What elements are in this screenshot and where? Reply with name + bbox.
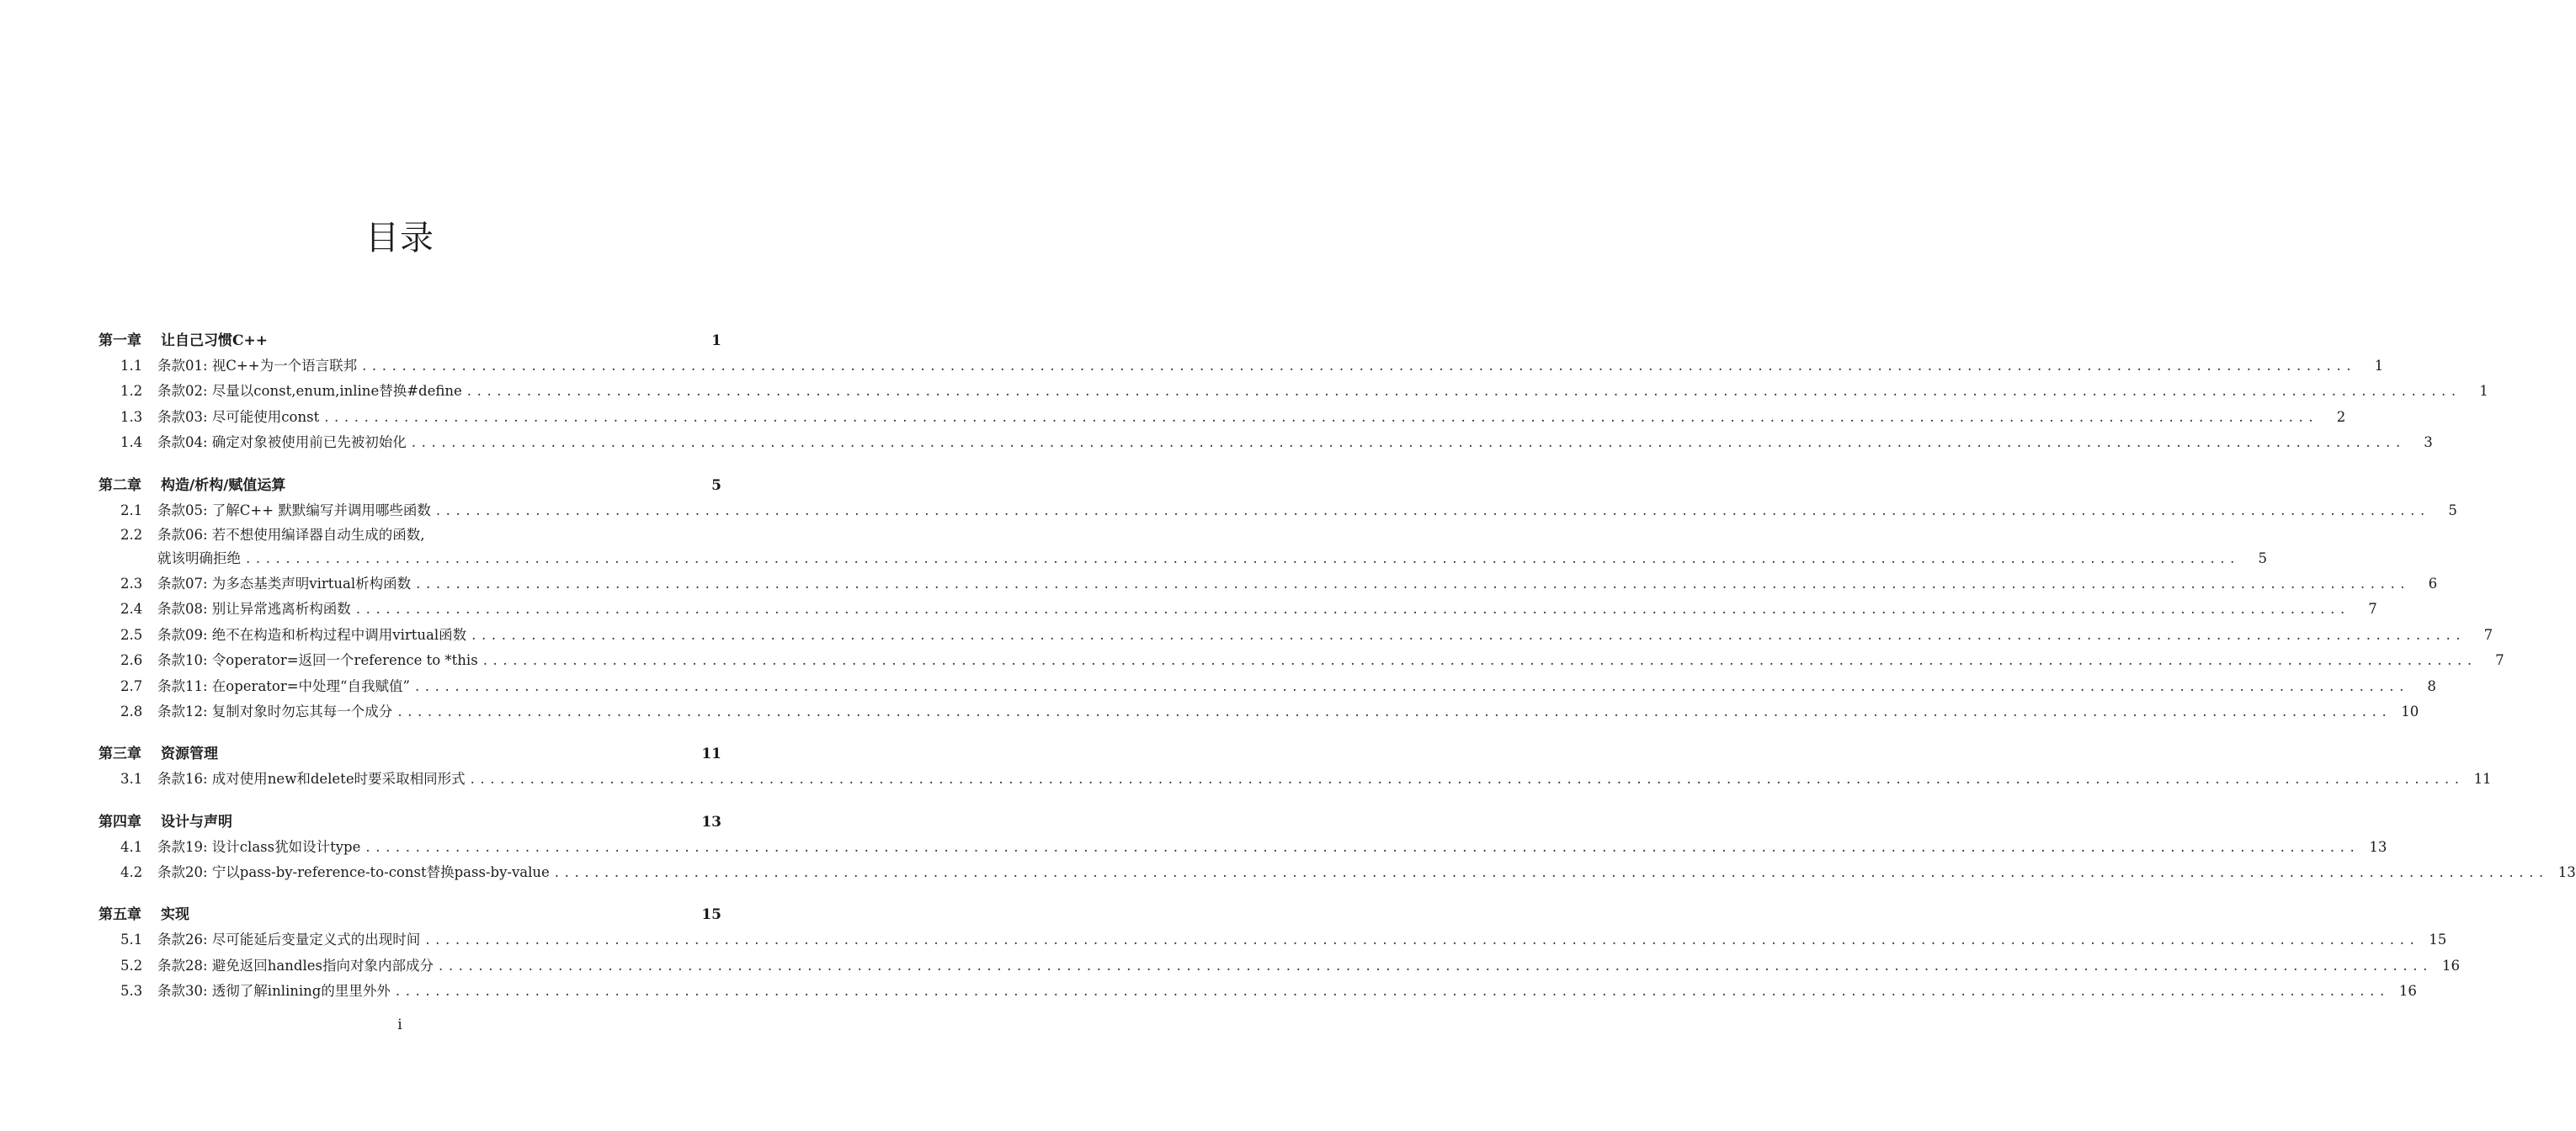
- section-page-number: 5: [2448, 502, 2457, 518]
- toc-entry[interactable]: [98, 648, 2504, 673]
- dot-leader: ........................................................................................................................................................................................................: [438, 957, 2433, 974]
- toc-chapter: [98, 902, 2460, 1004]
- dot-leader: ........................................................................................................................................................................................................: [355, 601, 2350, 618]
- section-number: 2.3: [120, 575, 143, 592]
- section-page-number: 13: [2557, 864, 2576, 881]
- toc-entry[interactable]: [98, 674, 2436, 699]
- section-title: 条款10: 令operator=返回一个reference to *this: [157, 652, 478, 669]
- dot-leader: ........................................................................................................................................................................................................: [362, 358, 2357, 374]
- section-page-number: 5: [2258, 550, 2267, 566]
- chapter-number: 第五章: [98, 906, 141, 924]
- section-title: 条款07: 为多态基类声明virtual析构函数: [157, 575, 412, 592]
- section-title: 条款30: 透彻了解inlining的里里外外: [157, 983, 391, 1000]
- chapter-title: 实现: [161, 906, 189, 924]
- section-number: 1.3: [120, 408, 143, 425]
- section-number: 1.2: [120, 383, 143, 400]
- toc-entry[interactable]: [98, 498, 2457, 523]
- section-page-number: 11: [2473, 771, 2492, 788]
- section-number: 4.1: [120, 838, 143, 855]
- chapter-heading[interactable]: [98, 473, 721, 498]
- dot-leader: ........................................................................................................................................................................................................: [411, 434, 2406, 451]
- dot-leader: ........................................................................................................................................................................................................: [397, 703, 2392, 719]
- page-number: i: [397, 1017, 402, 1033]
- toc-entry[interactable]: [98, 699, 2419, 725]
- toc-entry[interactable]: [98, 571, 2438, 597]
- section-page-number: 1: [2479, 383, 2488, 400]
- section-title: 条款04: 确定对象被使用前已先被初始化: [157, 434, 407, 451]
- section-page-number: 13: [2369, 838, 2387, 855]
- toc-entry[interactable]: [98, 597, 2377, 622]
- section-page-number: 3: [2424, 434, 2433, 451]
- section-number: 2.1: [120, 502, 143, 518]
- dot-leader: ........................................................................................................................................................................................................: [324, 408, 2319, 425]
- chapter-page-number: 11: [701, 746, 721, 763]
- dot-leader: ........................................................................................................................................................................................................: [466, 383, 2462, 400]
- section-number: 2.6: [120, 652, 143, 669]
- toc-chapter: [98, 810, 2576, 886]
- section-number: 2.2: [120, 526, 143, 543]
- dot-leader: ........................................................................................................................................................................................................: [395, 983, 2390, 1000]
- section-title: 条款12: 复制对象时勿忘其每一个成分: [157, 703, 393, 719]
- table-of-contents: [98, 328, 2576, 1022]
- chapter-title: 构造/析构/赋值运算: [161, 476, 286, 494]
- section-number: 3.1: [120, 771, 143, 788]
- section-number: 2.4: [120, 601, 143, 618]
- section-page-number: 7: [2368, 601, 2377, 618]
- section-page-number: 16: [2441, 957, 2460, 974]
- section-title: 条款28: 避免返回handles指向对象内部成分: [157, 957, 434, 974]
- dot-leader: ........................................................................................................................................................................................................: [425, 932, 2420, 948]
- section-number: 2.8: [120, 703, 143, 719]
- chapter-number: 第三章: [98, 746, 141, 763]
- toc-entry[interactable]: [98, 835, 2387, 860]
- section-number: 5.2: [120, 957, 143, 974]
- chapter-title: 设计与声明: [161, 813, 232, 831]
- section-title: 条款05: 了解C++ 默默编写并调用哪些函数: [157, 502, 431, 518]
- section-page-number: 10: [2401, 703, 2419, 719]
- dot-leader: ........................................................................................................................................................................................................: [482, 652, 2478, 669]
- section-page-number: 8: [2427, 677, 2436, 694]
- toc-chapter: [98, 741, 2492, 792]
- toc-entry[interactable]: [98, 927, 2447, 953]
- chapter-number: 第四章: [98, 813, 141, 831]
- toc-entry[interactable]: [98, 953, 2460, 979]
- dot-leader: ........................................................................................................................................................................................................: [416, 575, 2411, 592]
- toc-entry[interactable]: [98, 379, 2488, 404]
- section-page-number: 6: [2428, 575, 2438, 592]
- chapter-heading[interactable]: [98, 741, 721, 767]
- chapter-heading[interactable]: [98, 328, 721, 353]
- section-title-continued: 就该明确拒绝: [157, 550, 241, 566]
- section-title: 条款16: 成对使用new和delete时要采取相同形式: [157, 771, 466, 788]
- section-title: 条款08: 别让异常逃离析构函数: [157, 601, 351, 618]
- dot-leader: ........................................................................................................................................................................................................: [246, 550, 2240, 566]
- chapter-number: 第一章: [98, 332, 141, 349]
- toc-entry[interactable]: [98, 860, 2576, 885]
- toc-chapter: [98, 328, 2488, 456]
- section-title: 条款11: 在operator=中处理“自我赋值”: [157, 677, 410, 694]
- chapter-page-number: 1: [711, 332, 721, 349]
- chapter-page-number: 13: [701, 813, 721, 831]
- section-number: 2.7: [120, 677, 143, 694]
- dot-leader: ........................................................................................................................................................................................................: [435, 502, 2430, 518]
- dot-leader: ........................................................................................................................................................................................................: [365, 838, 2360, 855]
- section-page-number: 15: [2429, 932, 2447, 948]
- section-title: 条款19: 设计class犹如设计type: [157, 838, 361, 855]
- section-page-number: 7: [2495, 652, 2504, 669]
- toc-entry[interactable]: [98, 979, 2417, 1004]
- section-number: 4.2: [120, 864, 143, 881]
- chapter-heading[interactable]: [98, 810, 721, 835]
- section-page-number: 16: [2398, 983, 2417, 1000]
- section-page-number: 7: [2483, 626, 2494, 643]
- section-number: 2.5: [120, 626, 143, 643]
- chapter-number: 第二章: [98, 476, 141, 494]
- toc-chapter: [98, 473, 2504, 725]
- chapter-heading[interactable]: [98, 902, 721, 927]
- toc-entry[interactable]: [98, 623, 2494, 648]
- section-title: 条款09: 绝不在构造和析构过程中调用virtual函数: [157, 626, 467, 643]
- section-number: 5.3: [120, 983, 143, 1000]
- chapter-title: 资源管理: [161, 746, 218, 763]
- section-number: 5.1: [120, 932, 143, 948]
- toc-entry[interactable]: [98, 767, 2492, 792]
- toc-entry[interactable]: [98, 353, 2384, 379]
- chapter-page-number: 15: [701, 906, 721, 924]
- toc-entry[interactable]: [98, 405, 2346, 430]
- section-number: 1.4: [120, 434, 143, 451]
- section-title: 条款01: 视C++为一个语言联邦: [157, 358, 358, 374]
- toc-entry[interactable]: [98, 523, 2267, 571]
- page-title: 目录: [365, 219, 434, 258]
- section-title: 条款02: 尽量以const,enum,inline替换#define: [157, 383, 462, 400]
- dot-leader: ........................................................................................................................................................................................................: [471, 626, 2467, 643]
- section-title: 条款03: 尽可能使用const: [157, 408, 320, 425]
- section-page-number: 2: [2336, 408, 2346, 425]
- section-title: 条款06: 若不想使用编译器自动生成的函数,: [157, 526, 425, 543]
- dot-leader: ........................................................................................................................................................................................................: [554, 864, 2549, 881]
- section-title: 条款20: 宁以pass-by-reference-to-const替换pass-by-value: [157, 864, 550, 881]
- section-number: 1.1: [120, 358, 143, 374]
- chapter-page-number: 5: [711, 476, 721, 494]
- dot-leader: ........................................................................................................................................................................................................: [470, 771, 2465, 788]
- section-title: 条款26: 尽可能延后变量定义式的出现时间: [157, 932, 421, 948]
- chapter-title: 让自己习惯C++: [161, 332, 269, 349]
- section-page-number: 1: [2374, 358, 2384, 374]
- toc-entry[interactable]: [98, 430, 2433, 455]
- dot-leader: ........................................................................................................................................................................................................: [414, 677, 2409, 694]
